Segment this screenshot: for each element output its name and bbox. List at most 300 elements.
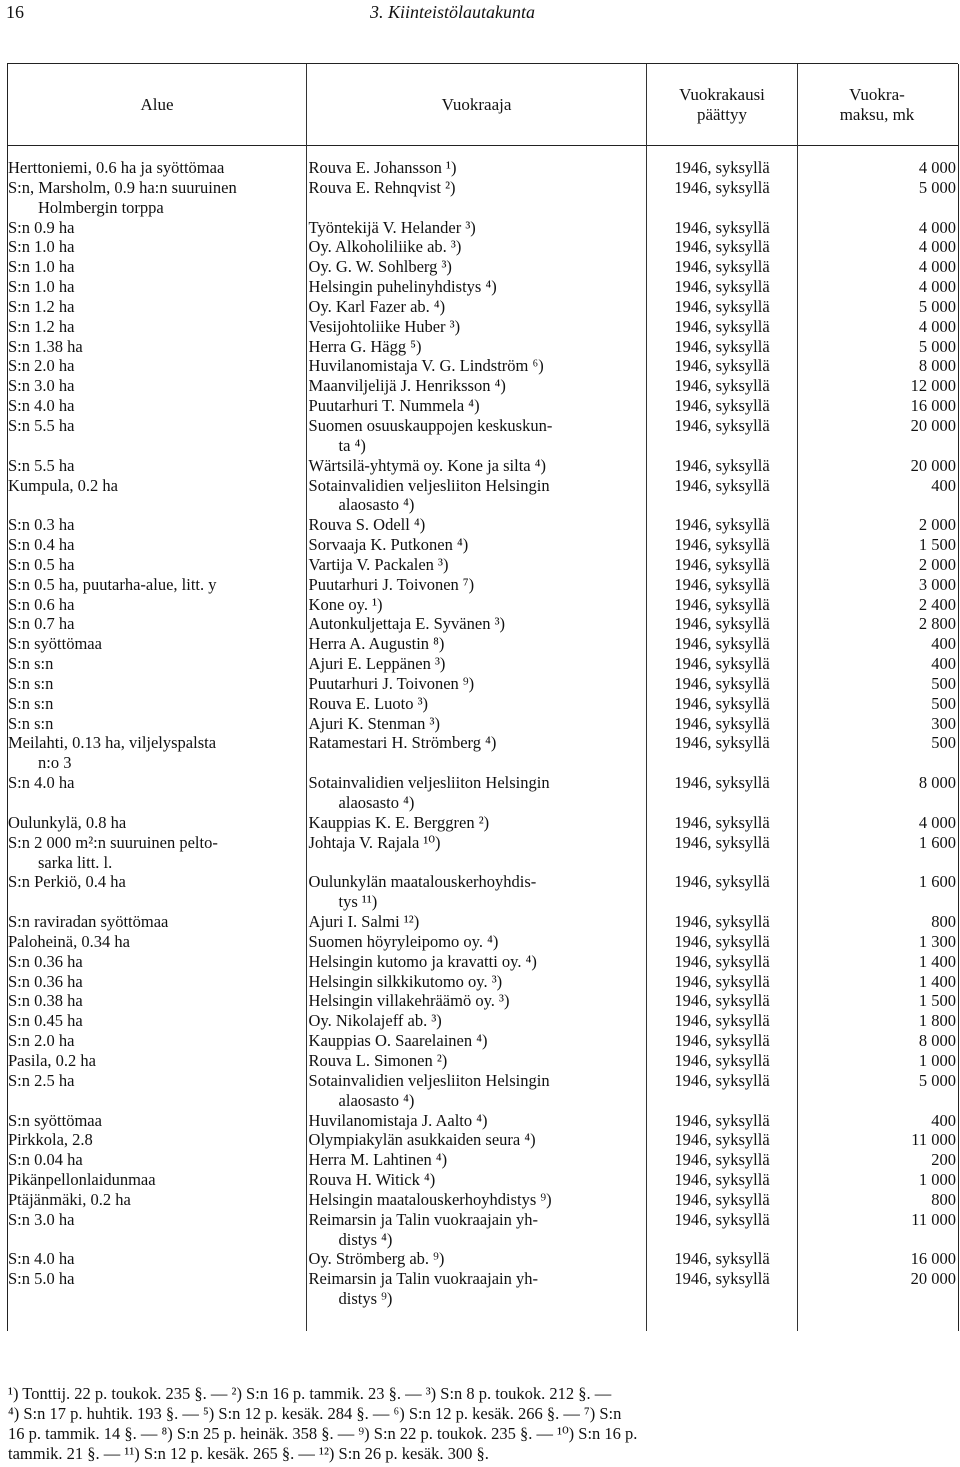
rent-cell: 400 (931, 475, 956, 495)
area-cell-line: S:n 0.3 ha (8, 515, 75, 535)
lessee-cell-line: Suomen osuuskauppojen keskuskun- (308, 415, 553, 435)
area-cell-line: Pirkkola, 2.8 (8, 1130, 93, 1150)
lessee-cell-line: Helsingin kutomo ja kravatti oy. ⁴) (308, 951, 537, 971)
table-row (8, 178, 956, 218)
lessee-cell (309, 912, 647, 932)
lessee-cell (309, 813, 647, 833)
area-cell-line: S:n raviradan syöttömaa (8, 912, 169, 932)
area-cell (8, 833, 309, 873)
lessee-cell (309, 297, 647, 317)
area-cell (8, 972, 309, 992)
rent-cell: 16 000 (910, 1249, 956, 1269)
lessee-cell (309, 634, 647, 654)
area-cell (8, 515, 309, 535)
lessee-cell (309, 932, 647, 952)
lessee-cell (309, 356, 647, 376)
area-cell-line: S:n 0.36 ha (8, 971, 83, 991)
lessee-cell (309, 1051, 647, 1071)
area-cell (8, 614, 309, 634)
area-cell (8, 1051, 309, 1071)
lessee-cell (309, 535, 647, 555)
column-header-vuokrakausi (647, 64, 797, 145)
table-row (8, 694, 956, 714)
lessee-cell (309, 277, 647, 297)
rent-cell: 800 (931, 1189, 956, 1209)
lessee-cell-line: Sotainvalidien veljesliiton Helsingin (308, 475, 550, 495)
area-cell-line: S:n 4.0 ha (8, 773, 75, 793)
lessee-cell-line: Herra G. Hägg ⁵) (308, 336, 422, 356)
area-cell-line: S:n syöttömaa (8, 1110, 102, 1130)
table-row (8, 277, 956, 297)
lease-end-cell: 1946, syksyllä (674, 356, 770, 376)
area-cell (8, 694, 309, 714)
area-cell-line: S:n 0.4 ha (8, 535, 75, 555)
area-cell (8, 158, 309, 178)
area-cell-line: S:n 3.0 ha (8, 1209, 75, 1229)
lessee-cell (309, 991, 647, 1011)
area-cell (8, 297, 309, 317)
lease-end-cell: 1946, syksyllä (674, 574, 770, 594)
table-row (8, 1150, 956, 1170)
area-cell-line: S:n 2.0 ha (8, 356, 75, 376)
rent-cell: 4 000 (918, 237, 956, 257)
area-cell (8, 872, 309, 912)
area-cell-line: S:n 1.0 ha (8, 257, 75, 277)
lessee-cell (309, 872, 647, 912)
running-title: 3. Kiinteistölautakunta (370, 2, 535, 22)
area-cell-line: S:n Perkiö, 0.4 ha (8, 872, 126, 892)
lessee-cell-line: Helsingin puhelinyhdistys ⁴) (308, 277, 497, 297)
area-cell-line: S:n 2.0 ha (8, 1031, 75, 1051)
area-cell (8, 456, 309, 476)
area-cell (8, 416, 309, 456)
lessee-cell (309, 1130, 647, 1150)
lease-end-cell: 1946, syksyllä (674, 693, 770, 713)
lessee-cell (309, 595, 647, 615)
lease-end-cell: 1946, syksyllä (674, 832, 770, 852)
lease-end-cell: 1946, syksyllä (674, 1031, 770, 1051)
area-cell-line: S:n s:n (8, 654, 54, 674)
header-line: Alue (140, 94, 174, 114)
rent-cell: 12 000 (910, 376, 956, 396)
rent-cell: 20 000 (910, 1269, 956, 1289)
area-cell-line: S:n 1.2 ha (8, 316, 75, 336)
area-cell-line: S:n 0.6 ha (8, 594, 75, 614)
lessee-cell-line: Kauppias K. E. Berggren ²) (308, 812, 490, 832)
table-row (8, 1210, 956, 1250)
rent-cell: 1 300 (918, 931, 956, 951)
area-cell-line: Herttoniemi, 0.6 ha ja syöttömaa (8, 158, 225, 177)
lessee-cell-line: distys ⁹) (338, 1289, 393, 1309)
rent-cell: 4 000 (918, 812, 956, 832)
area-cell-line: Ptäjänmäki, 0.2 ha (8, 1189, 131, 1209)
area-cell-line: Pasila, 0.2 ha (8, 1050, 96, 1070)
table-row (8, 158, 956, 178)
lessee-cell-line: Oy. Karl Fazer ab. ⁴) (308, 296, 446, 316)
area-cell (8, 952, 309, 972)
rent-cell: 4 000 (918, 257, 956, 277)
footnote-line: ¹) Tonttij. 22 p. toukok. 235 §. — ²) S:n 16 p. tammik. 23 §. — ³) S:n 8 p. toukok. 212 §. — (8, 1384, 612, 1403)
lessee-cell-line: Rouva E. Luoto ³) (308, 693, 429, 713)
table-row (8, 535, 956, 555)
rent-cell: 1 400 (918, 951, 956, 971)
area-cell (8, 237, 309, 257)
lessee-cell-line: Kone oy. ¹) (308, 594, 383, 614)
lease-end-cell: 1946, syksyllä (674, 971, 770, 991)
header-line: Vuokraaja (441, 94, 512, 114)
lessee-cell (309, 1150, 647, 1170)
table-row (8, 237, 956, 257)
lessee-cell (309, 476, 647, 516)
area-cell-line: S:n 0.7 ha (8, 614, 75, 634)
lessee-cell-line: Rouva L. Simonen ²) (308, 1050, 448, 1070)
area-cell-line: S:n 5.5 ha (8, 415, 75, 435)
lease-end-cell: 1946, syksyllä (674, 912, 770, 932)
area-cell-line: Pikänpellonlaidunmaa (8, 1170, 156, 1190)
header-lines (679, 85, 765, 125)
lessee-cell-line: Wärtsilä-yhtymä oy. Kone ja silta ⁴) (308, 455, 546, 475)
lease-rows (8, 158, 956, 1309)
lease-end-cell: 1946, syksyllä (674, 415, 770, 435)
area-cell (8, 178, 309, 218)
area-cell (8, 932, 309, 952)
lessee-cell-line: Sotainvalidien veljesliiton Helsingin (308, 773, 550, 793)
lessee-cell (309, 555, 647, 575)
lessee-cell (309, 416, 647, 456)
area-cell (8, 555, 309, 575)
lessee-cell-line: Reimarsin ja Talin vuokraajain yh- (308, 1209, 539, 1229)
table-row (8, 952, 956, 972)
lessee-cell-line: Helsingin silkkikutomo oy. ³) (308, 971, 503, 991)
lessee-cell-line: Puutarhuri T. Nummela ⁴) (308, 396, 480, 416)
rent-cell: 2 400 (918, 594, 956, 614)
table-row (8, 218, 956, 238)
rent-cell: 400 (931, 1110, 956, 1130)
area-cell-line: S:n 1.38 ha (8, 336, 83, 356)
lessee-cell (309, 1210, 647, 1250)
lessee-cell-line: Ajuri I. Salmi ¹²) (308, 912, 420, 932)
lessee-cell (309, 575, 647, 595)
area-cell (8, 337, 309, 357)
lessee-cell-line: Rouva E. Rehnqvist ²) (308, 177, 456, 197)
area-cell-line: S:n 1.2 ha (8, 296, 75, 316)
lessee-cell-line: Reimarsin ja Talin vuokraajain yh- (308, 1269, 539, 1289)
lease-end-cell: 1946, syksyllä (674, 177, 770, 197)
rent-cell: 1 500 (918, 535, 956, 555)
table-row (8, 813, 956, 833)
area-cell (8, 813, 309, 833)
rent-cell: 8 000 (918, 1031, 956, 1051)
area-cell-line: Paloheinä, 0.34 ha (8, 931, 130, 951)
lease-end-cell: 1946, syksyllä (674, 1170, 770, 1190)
lessee-cell-line: Ajuri K. Stenman ³) (308, 713, 440, 733)
lease-end-cell: 1946, syksyllä (674, 673, 770, 693)
table-row (8, 257, 956, 277)
table-row (8, 376, 956, 396)
area-cell-line: S:n 0.04 ha (8, 1150, 83, 1170)
header-line: päättyy (696, 104, 748, 124)
lessee-cell-line: Helsingin maatalouskerhoyhdistys ⁹) (308, 1189, 552, 1209)
header-lines (140, 95, 173, 115)
rent-cell: 3 000 (918, 574, 956, 594)
lessee-cell (309, 1031, 647, 1051)
table-row (8, 1111, 956, 1131)
area-cell (8, 634, 309, 654)
column-header-alue (8, 64, 306, 145)
lessee-cell-line: Rouva H. Witick ⁴) (308, 1170, 436, 1190)
lessee-cell-line: ta ⁴) (338, 435, 366, 455)
lease-end-cell: 1946, syksyllä (674, 1269, 770, 1289)
rent-cell: 8 000 (918, 356, 956, 376)
area-cell-line: S:n s:n (8, 713, 54, 733)
table-row (8, 1170, 956, 1190)
area-cell-line: S:n 1.0 ha (8, 237, 75, 257)
table-row (8, 1249, 956, 1269)
rent-cell: 16 000 (910, 396, 956, 416)
rent-cell: 1 500 (918, 991, 956, 1011)
lessee-cell-line: Puutarhuri J. Toivonen ⁷) (308, 574, 475, 594)
area-cell (8, 714, 309, 734)
header-rule-bottom (7, 145, 958, 146)
lease-end-cell: 1946, syksyllä (674, 614, 770, 634)
rent-cell: 1 600 (918, 872, 956, 892)
lessee-cell-line: distys ⁴) (338, 1229, 393, 1249)
lease-end-cell: 1946, syksyllä (674, 515, 770, 535)
rent-cell: 4 000 (918, 217, 956, 237)
lease-end-cell: 1946, syksyllä (674, 773, 770, 793)
area-cell-line: Holmbergin torppa (38, 197, 164, 217)
footnotes (8, 1384, 956, 1464)
lease-end-cell: 1946, syksyllä (674, 455, 770, 475)
lessee-cell (309, 733, 647, 773)
rent-cell: 4 000 (918, 316, 956, 336)
rent-cell: 1 800 (918, 1011, 956, 1031)
lease-end-cell: 1946, syksyllä (674, 257, 770, 277)
page-header (0, 0, 960, 30)
table-row (8, 872, 956, 912)
area-cell (8, 1111, 309, 1131)
table-row (8, 476, 956, 516)
lease-end-cell: 1946, syksyllä (674, 1209, 770, 1229)
rent-cell: 11 000 (911, 1209, 956, 1229)
table-row (8, 674, 956, 694)
lease-rows-body (8, 158, 956, 1309)
area-cell (8, 476, 309, 516)
area-cell-line: Kumpula, 0.2 ha (8, 475, 118, 495)
area-cell (8, 1190, 309, 1210)
lessee-cell-line: Herra M. Lahtinen ⁴) (308, 1150, 448, 1170)
lessee-cell (309, 1269, 647, 1309)
area-cell (8, 1011, 309, 1031)
lessee-cell-line: Maanviljelijä J. Henriksson ⁴) (308, 376, 506, 396)
footnote-line: ⁴) S:n 17 p. huhtik. 193 §. — ⁵) S:n 12 p. kesäk. 284 §. — ⁶) S:n 12 p. kesäk. 266 §. — ⁷) S:n (8, 1404, 622, 1423)
area-cell (8, 1071, 309, 1111)
table-row (8, 654, 956, 674)
lease-end-cell: 1946, syksyllä (674, 812, 770, 832)
rent-cell: 20 000 (910, 455, 956, 475)
lessee-cell (309, 456, 647, 476)
area-cell (8, 1269, 309, 1309)
header-lines (442, 95, 512, 115)
table-row (8, 575, 956, 595)
lessee-cell-line: Suomen höyryleipomo oy. ⁴) (308, 931, 499, 951)
lessee-cell (309, 833, 647, 873)
area-cell-line: Meilahti, 0.13 ha, viljelyspalsta (8, 733, 217, 753)
table-row (8, 396, 956, 416)
column-header-vuokramaksu (798, 64, 956, 145)
rent-cell: 500 (931, 693, 956, 713)
lessee-cell (309, 257, 647, 277)
area-cell (8, 733, 309, 773)
lessee-cell-line: Ratamestari H. Strömberg ⁴) (308, 733, 497, 753)
lessee-cell (309, 773, 647, 813)
lessee-cell-line: Autonkuljettaja E. Syvänen ³) (308, 614, 506, 634)
area-cell (8, 654, 309, 674)
lease-end-cell: 1946, syksyllä (674, 951, 770, 971)
lessee-cell-line: Oulunkylän maatalouskerhoyhdis- (308, 872, 537, 892)
area-cell-line: S:n 2.5 ha (8, 1070, 75, 1090)
lessee-cell-line: Huvilanomistaja J. Aalto ⁴) (308, 1110, 488, 1130)
area-cell-line: S:n 0.9 ha (8, 217, 75, 237)
area-cell (8, 1031, 309, 1051)
lease-end-cell: 1946, syksyllä (674, 475, 770, 495)
lessee-cell (309, 1170, 647, 1190)
area-cell-line: S:n 0.38 ha (8, 991, 83, 1011)
lessee-cell-line: Sorvaaja K. Putkonen ⁴) (308, 535, 469, 555)
lessee-cell (309, 952, 647, 972)
table-row (8, 356, 956, 376)
table-row (8, 1269, 956, 1309)
lease-end-cell: 1946, syksyllä (674, 376, 770, 396)
lessee-cell (309, 654, 647, 674)
lease-end-cell: 1946, syksyllä (674, 396, 770, 416)
lease-end-cell: 1946, syksyllä (674, 217, 770, 237)
area-cell (8, 1170, 309, 1190)
rent-cell: 4 000 (918, 277, 956, 297)
rent-cell: 2 000 (918, 515, 956, 535)
lease-end-cell: 1946, syksyllä (674, 277, 770, 297)
area-cell (8, 595, 309, 615)
table-row (8, 416, 956, 456)
lease-end-cell: 1946, syksyllä (674, 1189, 770, 1209)
lessee-cell (309, 972, 647, 992)
area-cell (8, 1150, 309, 1170)
rent-cell: 200 (931, 1150, 956, 1170)
area-cell-line: S:n s:n (8, 693, 54, 713)
rent-cell: 800 (931, 912, 956, 932)
lease-end-cell: 1946, syksyllä (674, 991, 770, 1011)
area-cell (8, 1210, 309, 1250)
rent-cell: 1 000 (918, 1050, 956, 1070)
area-cell-line: n:o 3 (38, 753, 72, 773)
lease-end-cell: 1946, syksyllä (674, 1050, 770, 1070)
lessee-cell-line: tys ¹¹) (338, 892, 378, 912)
rent-cell: 5 000 (918, 1070, 956, 1090)
table-row (8, 714, 956, 734)
column-header-vuokraaja (307, 64, 646, 145)
lessee-cell (309, 396, 647, 416)
area-cell-line: S:n s:n (8, 673, 54, 693)
lessee-cell-line: alaosasto ⁴) (338, 495, 415, 515)
lease-end-cell: 1946, syksyllä (674, 158, 770, 177)
lessee-cell-line: Huvilanomistaja V. G. Lindström ⁶) (308, 356, 544, 376)
header-lines (840, 85, 915, 125)
lessee-cell-line: Kauppias O. Saarelainen ⁴) (308, 1031, 488, 1051)
page-number: 16 (6, 2, 24, 22)
lease-end-cell: 1946, syksyllä (674, 733, 770, 753)
header-line: maksu, mk (839, 104, 915, 124)
lease-end-cell: 1946, syksyllä (674, 1070, 770, 1090)
lessee-cell-line: Johtaja V. Rajala ¹⁰) (308, 832, 441, 852)
lessee-cell (309, 376, 647, 396)
lease-end-cell: 1946, syksyllä (674, 554, 770, 574)
rent-cell: 11 000 (911, 1130, 956, 1150)
lease-end-cell: 1946, syksyllä (674, 336, 770, 356)
lessee-cell (309, 158, 647, 178)
area-cell-line: S:n 0.36 ha (8, 951, 83, 971)
table-row (8, 297, 956, 317)
lease-end-cell: 1946, syksyllä (674, 634, 770, 654)
header-line: Vuokra- (849, 84, 905, 104)
table-row (8, 912, 956, 932)
lessee-cell-line: Oy. G. W. Sohlberg ³) (308, 257, 452, 277)
rent-cell: 5 000 (918, 336, 956, 356)
area-cell (8, 356, 309, 376)
table-row (8, 733, 956, 773)
lessee-cell-line: Oy. Alkoholiliike ab. ³) (308, 237, 462, 257)
lessee-cell (309, 1011, 647, 1031)
table-row (8, 1051, 956, 1071)
lessee-cell (309, 694, 647, 714)
rent-cell: 2 000 (918, 554, 956, 574)
table-row (8, 317, 956, 337)
rent-cell: 8 000 (918, 773, 956, 793)
table-row (8, 833, 956, 873)
lessee-cell-line: Oy. Nikolajeff ab. ³) (308, 1011, 442, 1031)
rent-cell: 500 (931, 733, 956, 753)
area-cell-line: S:n 5.5 ha (8, 455, 75, 475)
lessee-cell (309, 1071, 647, 1111)
area-cell (8, 912, 309, 932)
rent-cell: 400 (931, 634, 956, 654)
rent-cell: 300 (931, 713, 956, 733)
table-row (8, 1071, 956, 1111)
table-row (8, 1130, 956, 1150)
table-row (8, 1190, 956, 1210)
area-cell (8, 991, 309, 1011)
area-cell-line: S:n, Marsholm, 0.9 ha:n suuruinen (8, 177, 237, 197)
area-cell (8, 376, 309, 396)
lease-end-cell: 1946, syksyllä (674, 872, 770, 892)
lease-end-cell: 1946, syksyllä (674, 1130, 770, 1150)
area-cell (8, 1130, 309, 1150)
lessee-cell (309, 218, 647, 238)
lessee-cell-line: Sotainvalidien veljesliiton Helsingin (308, 1070, 550, 1090)
rent-cell: 2 800 (918, 614, 956, 634)
table-row (8, 1011, 956, 1031)
header-line: Vuokrakausi (679, 84, 765, 104)
area-cell (8, 575, 309, 595)
rent-cell: 20 000 (910, 415, 956, 435)
area-cell (8, 1249, 309, 1269)
area-cell-line: S:n 5.0 ha (8, 1269, 75, 1289)
rent-cell: 1 600 (918, 832, 956, 852)
lessee-cell-line: Rouva E. Johansson ¹) (308, 158, 457, 177)
lessee-cell-line: Vesijohtoliike Huber ³) (308, 316, 461, 336)
area-cell-line: S:n 3.0 ha (8, 376, 75, 396)
lessee-cell-line: alaosasto ⁴) (338, 793, 415, 812)
lessee-cell (309, 1111, 647, 1131)
